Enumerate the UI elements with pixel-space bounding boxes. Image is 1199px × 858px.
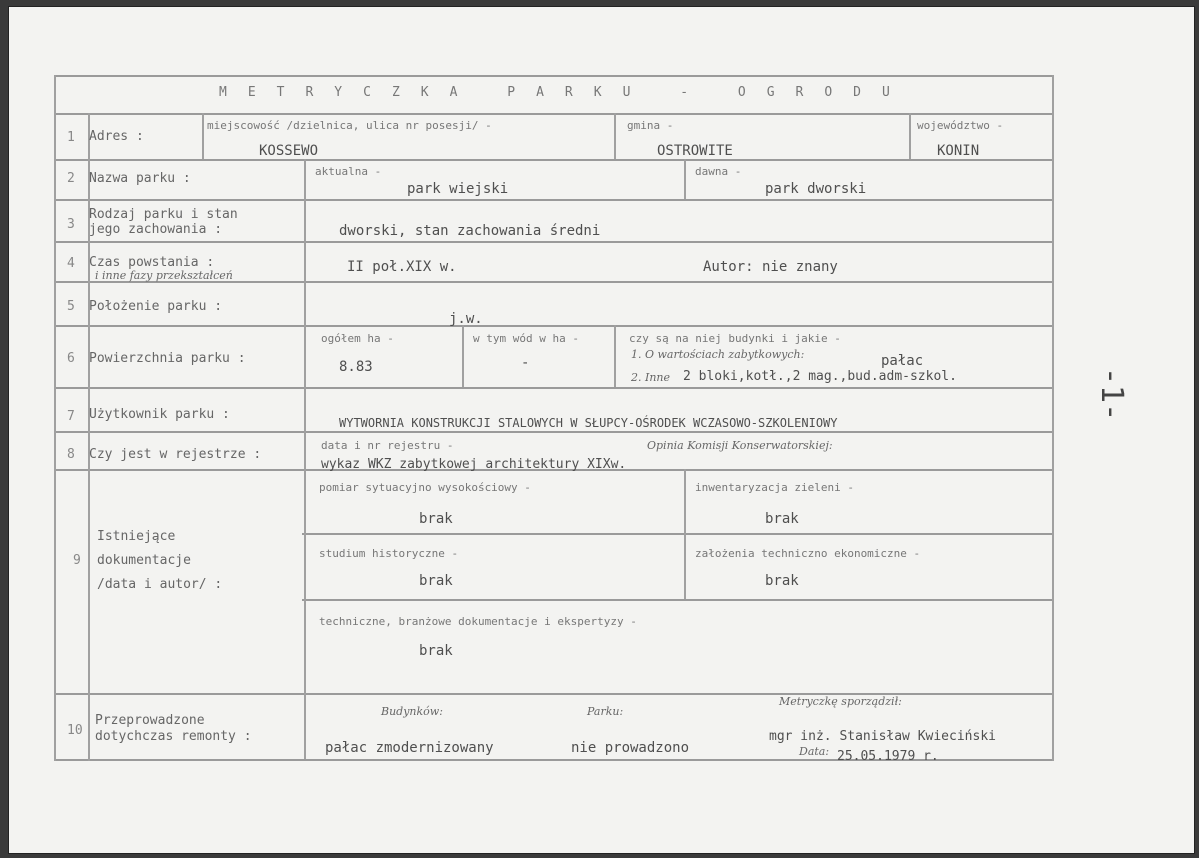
survey-label: pomiar sytuacyjno wysokościowy - — [319, 481, 531, 494]
other-buildings-note: 2. Inne — [631, 371, 671, 384]
other-buildings-value: 2 bloki,kotł.,2 mag.,bud.adm-szkol. — [683, 369, 957, 384]
locality-label: miejscowość /dzielnica, ulica nr posesji/ - — [207, 119, 492, 132]
current-name-value: park wiejski — [407, 181, 509, 197]
form-title: METRYCZKA PARKU - OGRODU — [219, 85, 911, 100]
water-area-label: w tym wód w ha - — [473, 332, 579, 345]
row-number: 10 — [67, 723, 83, 738]
tech-econ-label: założenia techniczno ekonomiczne - — [695, 547, 921, 560]
park-type-value: dworski, stan zachowania średni — [339, 223, 601, 239]
repairs-label: Przeprowadzone — [95, 713, 205, 728]
author-value: Autor: nie znany — [703, 259, 838, 275]
conservation-commission-note: Opinia Komisji Konserwatorskiej: — [647, 439, 833, 452]
greenery-inventory-value: brak — [765, 511, 799, 527]
compiled-by-note: Metryczkę sporządził: — [779, 695, 902, 708]
documentation-label-line2: dokumentacje — [97, 553, 191, 568]
date-note: Data: — [799, 745, 830, 758]
technical-docs-value: brak — [419, 643, 453, 659]
former-name-label: dawna - — [695, 165, 742, 178]
survey-value: brak — [419, 511, 453, 527]
address-label: Adres : — [89, 129, 144, 144]
row-number: 5 — [67, 299, 75, 314]
creation-time-value: II poł.XIX w. — [347, 259, 457, 275]
park-repairs-note: Parku: — [587, 705, 624, 718]
user-label: Użytkownik parku : — [89, 407, 230, 422]
user-value: WYTWORNIA KONSTRUKCJI STALOWYCH W SŁUPCY-OŚRODEK WCZASOWO-SZKOLENIOWY — [339, 416, 838, 430]
water-area-value: - — [521, 355, 530, 371]
voivodeship-label: województwo - — [917, 119, 1004, 132]
voivodeship-value: KONIN — [937, 143, 980, 159]
documentation-label: Istniejące — [97, 529, 176, 544]
repairs-label-line2: dotychczas remonty : — [95, 729, 252, 744]
historical-study-value: brak — [419, 573, 453, 589]
technical-docs-label: techniczne, branżowe dokumentacje i ekspertyzy - — [319, 615, 637, 628]
location-label: Położenie parku : — [89, 299, 223, 314]
registry-value: wykaz WKZ zabytkowej architektury XIXw. — [321, 457, 627, 472]
historic-buildings-note: 1. O wartościach zabytkowych: — [631, 348, 805, 361]
current-name-label: aktualna - — [315, 165, 382, 178]
historical-study-label: studium historyczne - — [319, 547, 459, 560]
buildings-repairs-value: pałac zmodernizowany — [325, 740, 494, 756]
row-number: 3 — [67, 217, 75, 232]
row-number: 9 — [73, 553, 81, 568]
buildings-repairs-note: Budynków: — [381, 705, 443, 718]
row-number: 8 — [67, 447, 75, 462]
row-number: 4 — [67, 256, 75, 271]
greenery-inventory-label: inwentaryzacja zieleni - — [695, 481, 854, 494]
location-value: j.w. — [449, 311, 483, 327]
area-label: Powierzchnia parku : — [89, 351, 246, 366]
page-number-mark: -1- — [1094, 367, 1129, 422]
buildings-label: czy są na niej budynki i jakie - — [629, 332, 841, 345]
registry-label: Czy jest w rejestrze : — [89, 447, 262, 462]
total-area-value: 8.83 — [339, 359, 373, 375]
creation-phases-note: i inne fazy przekształceń — [95, 269, 233, 282]
documentation-label-line3: /data i autor/ : — [97, 577, 223, 592]
former-name-value: park dworski — [765, 181, 867, 197]
row-number: 2 — [67, 171, 75, 186]
park-repairs-value: nie prowadzono — [571, 740, 690, 756]
total-area-label: ogółem ha - — [321, 332, 394, 345]
park-type-label: Rodzaj parku i stan — [89, 207, 238, 222]
row-number: 7 — [67, 409, 75, 424]
row-number: 6 — [67, 351, 75, 366]
park-type-label-line2: jego zachowania : — [89, 222, 223, 237]
historic-buildings-value: pałac — [881, 353, 924, 369]
registry-date-label: data i nr rejestru - — [321, 439, 454, 452]
compiler-name: mgr inż. Stanisław Kwieciński — [769, 729, 996, 744]
document-sheet — [8, 6, 1195, 854]
creation-time-label: Czas powstania : — [89, 255, 215, 270]
tech-econ-value: brak — [765, 573, 799, 589]
commune-label: gmina - — [627, 119, 674, 132]
commune-value: OSTROWITE — [657, 143, 733, 159]
compilation-date: 25.05.1979 r. — [837, 749, 939, 764]
locality-value: KOSSEWO — [259, 143, 319, 159]
row-number: 1 — [67, 130, 75, 145]
park-name-label: Nazwa parku : — [89, 171, 191, 186]
